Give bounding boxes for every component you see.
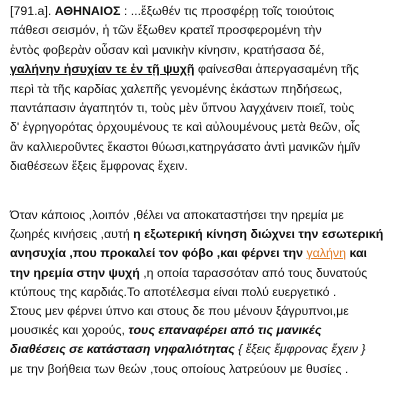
passage-reference: [791.a]. [10, 4, 55, 18]
speaker-name: ΑΘΗΝΑΙΟΣ [54, 4, 121, 18]
translation-line: με την βοήθεια των θεών ,τους οποίους λατρεύουν με θυσίες . [10, 361, 349, 376]
greek-line: πάθεσι σεισμόν, ἡ τῶν ἔξωθεν κρατεῖ προσφερομένη τὴν [10, 23, 322, 38]
translation-emphasis: τους επαναφέρει από τις μανικές [128, 323, 322, 338]
greek-line: ἂν καλλιεροῦντες ἕκαστοι θύωσι,κατηργάσατο ἀντὶ μανικῶν ἡμῖν [10, 139, 361, 154]
greek-key-phrase: γαλήνην ἡσυχίαν τε ἐν τῇ ψυχῇ [10, 62, 195, 77]
translation-line [10, 264, 404, 283]
translation-line [10, 321, 404, 340]
greek-quote: { ἕξεις ἔμφρονας ἔχειν } [234, 342, 366, 357]
translation-line [10, 225, 404, 244]
modern-greek-translation [10, 206, 404, 379]
greek-line: δ' ἐγρηγορότας ὀρχουμένους τε καὶ αὐλουμένους μετὰ θεῶν, οἷς [10, 120, 360, 135]
translation-line [10, 244, 404, 263]
translation-emphasis: ανησυχία ,που προκαλεί τον φόβο ,και φέρνει την [10, 246, 307, 261]
greek-line: περὶ τὰ τῆς καρδίας χαλεπῆς γενομένης ἑκάστων πηδήσεως, [10, 81, 343, 96]
greek-text: : ...ἔξωθέν τις προσφέρῃ τοῖς τοιούτοις [120, 4, 335, 18]
translation-line: Όταν κάποιος ,λοιπόν ,θέλει να αποκαταστήσει την ηρεμία με [10, 208, 344, 222]
highlighted-word: γαλήνη [306, 246, 346, 261]
translation-line [10, 340, 404, 359]
translation-text: μουσικές και χορούς, [10, 323, 129, 338]
translation-line: κτύπους της καρδιάς.Το αποτέλεσμα είναι πολύ ευεργετικό . [10, 284, 337, 299]
translation-line: Στους μεν φέρνει ύπνο και στους δε που μένουν ξάγρυπνοι,με [10, 303, 349, 318]
translation-emphasis: την ηρεμία στην ψυχή [10, 265, 140, 280]
translation-text: ζωηρές κινήσεις ,αυτή [10, 227, 134, 242]
greek-line: διαθέσεων ἕξεις ἔμφρονας ἔχειν. [10, 159, 188, 174]
translation-text: ,η οποία ταρασσόταν από τους δυνατούς [139, 265, 368, 280]
greek-line [10, 2, 404, 21]
greek-text: φαίνεσθαι ἀπεργασαμένη τῆς [194, 62, 359, 77]
greek-line: παντάπασιν ἀγαπητόν τι, τοὺς μὲν ὕπνου λαγχάνειν ποιεῖ, τοὺς [10, 100, 355, 115]
greek-line: ἐντὸς φοβερὰν οὖσαν καὶ μανικὴν κίνησιν, κρατήσασα δέ, [10, 42, 325, 57]
translation-emphasis: και [346, 246, 367, 261]
ancient-greek-passage [10, 2, 404, 177]
translation-emphasis: η εξωτερική κίνηση διώχνει την εσωτερική [133, 227, 384, 242]
greek-line [10, 60, 404, 79]
translation-emphasis: διαθέσεις σε κατάσταση νηφαλιότητας [10, 342, 235, 357]
